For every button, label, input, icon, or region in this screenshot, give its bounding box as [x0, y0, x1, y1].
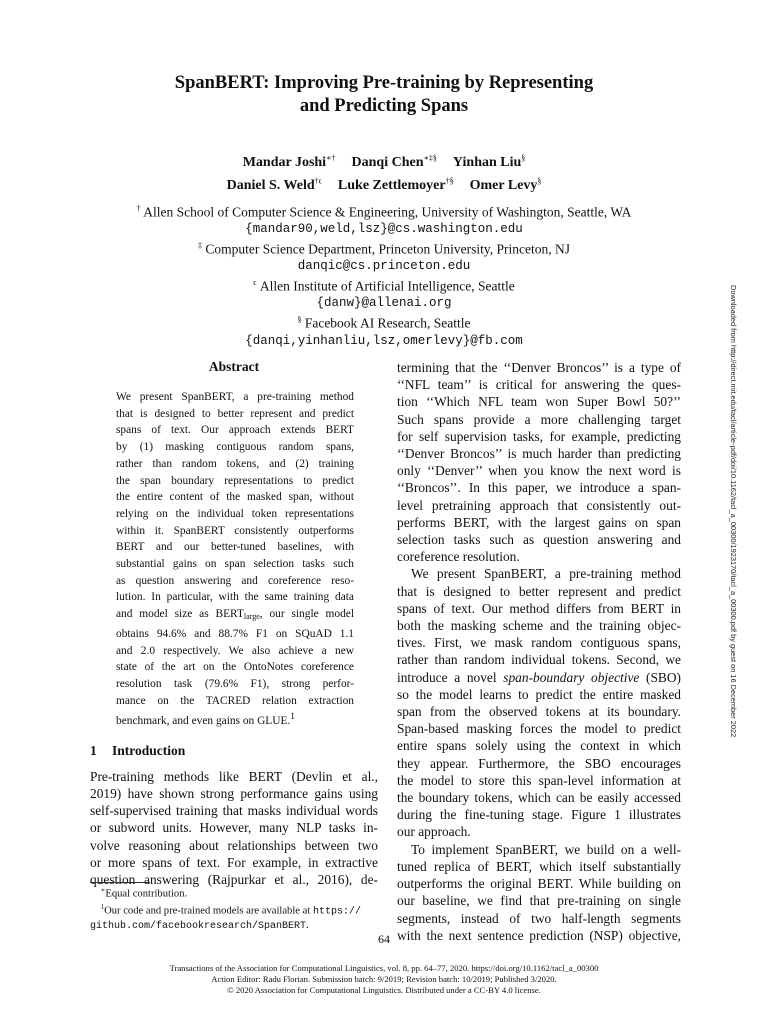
abstract-line-text: benchmark, and even gains on GLUE.	[116, 715, 291, 728]
affiliation-mark: ‡	[197, 241, 202, 251]
intro-line: question answering (Rajpurkar et al., 2016), de-	[90, 872, 378, 888]
affiliation-line	[100, 201, 668, 221]
abstract-line-text: by (1) masking contiguous random spans,	[116, 441, 354, 454]
author-marks: †ϵ	[314, 176, 322, 186]
span-boundary-objective-term: span-boundary objective	[503, 669, 640, 685]
section-title: Introduction	[112, 742, 186, 758]
body-line: the boundary tokens, which can be easily accessed	[397, 790, 681, 806]
affiliation-name: Allen School of Computer Science & Engineering, University of Washington, Seattle, WA	[140, 204, 632, 220]
body-line: only ‘‘Denver’’ when you know the next word is	[397, 463, 681, 479]
body-line: rather than random individual tokens. Second, we	[397, 652, 681, 668]
introduction-text	[90, 768, 378, 888]
body-line: outperforms the original BERT. While building on	[397, 876, 681, 892]
title-line-2: and Predicting Spans	[299, 96, 469, 116]
body-line: level pretraining approach that consistently out-	[397, 497, 681, 513]
abstract-line	[116, 473, 354, 490]
author-name-text: Daniel S. Weld	[226, 178, 315, 194]
abstract-line	[116, 643, 354, 660]
abstract-line	[116, 693, 354, 710]
affiliations	[100, 201, 668, 349]
author-name-text: Omer Levy	[469, 178, 538, 194]
author-name-text: Yinhan Liu	[452, 154, 522, 170]
body-line: ‘‘NFL team’’ is critical for answering the ques-	[397, 377, 681, 393]
footnote-code-url-line: github.com/facebookresearch/SpanBERT.	[90, 920, 309, 933]
section-number: 1	[90, 742, 97, 758]
subscript-large: large	[243, 612, 260, 622]
author-name	[352, 155, 437, 170]
body-line: tuned replica of BERT, which itself substantially	[397, 858, 681, 874]
code-url-part2[interactable]: github.com/facebookresearch/SpanBERT	[90, 921, 307, 933]
affiliation-email[interactable]: {danw}@allenai.org	[316, 296, 452, 311]
footnote-equal-contribution: ∗Equal contribution.	[100, 886, 188, 900]
abstract-line-text: and 2.0 respectively. We also achieve a new	[116, 644, 354, 657]
body-line-text: (SBO)	[639, 669, 681, 685]
abstract-line	[116, 589, 354, 606]
author-name-text: Mandar Joshi	[242, 154, 327, 170]
author-name	[338, 178, 454, 193]
download-watermark-text: Downloaded from http://direct.mit.edu/tacl/article-pdf/doi/10.1162/tacl_a_00300/1923170/tacl_a_00300.pdf by guest on 16 December 2022	[729, 285, 738, 738]
body-line: our baseline, we find that pre-training on single	[397, 893, 681, 909]
body-line: To implement SpanBERT, we build on a well-	[411, 841, 681, 857]
body-line: for self supervision tasks, for example, predicting	[397, 428, 681, 444]
abstract-line-text: lution. In particular, with the same training data	[116, 591, 354, 604]
abstract-line	[116, 659, 354, 676]
body-line: Such spans provide a more challenging target	[397, 411, 681, 427]
abstract-heading: Abstract	[208, 359, 260, 374]
body-line: so the model learns to predict the entire masked	[397, 686, 681, 702]
author-name	[243, 155, 336, 170]
affiliation-line	[100, 238, 668, 258]
abstract-line-text: substantial gains on span selection tasks such	[116, 558, 354, 571]
body-line: coreference resolution.	[397, 549, 520, 565]
body-line: segments, instead of two half-length segments	[397, 910, 681, 926]
affiliation-mark: †	[136, 204, 141, 213]
footnote-code-availability: $^1$Our code and pre-trained models are available at https://	[100, 903, 361, 918]
author-name-text: Luke Zettlemoyer	[337, 178, 446, 194]
section-heading-introduction	[90, 742, 378, 760]
abstract-line-text: We present SpanBERT, a pre-training method	[116, 391, 354, 403]
body-line: selection tasks such as question answering and	[397, 532, 681, 548]
abstract-line	[116, 709, 354, 730]
abstract-line	[116, 606, 354, 626]
left-column	[90, 358, 378, 888]
author-name-text: Danqi Chen	[351, 154, 424, 170]
abstract-line	[116, 626, 354, 643]
author-name	[453, 155, 525, 170]
author-name	[227, 178, 322, 193]
abstract-line-text: state of the art on the OntoNotes coreference	[116, 661, 354, 674]
body-line: ‘‘Denver Broncos’’ is much harder than predicting	[397, 446, 681, 462]
code-url-part1[interactable]: https://	[312, 906, 361, 918]
affiliation-email[interactable]: danqic@cs.princeton.edu	[297, 259, 471, 274]
abstract-text	[116, 389, 354, 730]
abstract-line	[116, 676, 354, 693]
footnote-ref: 1	[290, 712, 296, 723]
body-line: the model to store this span-level information at	[397, 772, 681, 788]
abstract-line-text: resolution task (79.6% F1), strong perfor-	[116, 677, 354, 690]
paper-title	[120, 72, 648, 118]
affiliation-name: Allen Institute of Artificial Intelligence, Seattle	[256, 278, 515, 294]
author-marks: ∗†	[326, 153, 336, 162]
abstract-line-text: rather than random tokens, and (2) training	[116, 457, 354, 470]
affiliation-line	[100, 275, 668, 295]
intro-line: 2019) have shown strong performance gains using	[90, 786, 378, 802]
abstract-line	[116, 506, 354, 523]
affiliation-mark: ϵ	[253, 278, 257, 288]
title-line-1: SpanBERT: Improving Pre-training by Representing	[174, 73, 594, 93]
affiliation-email[interactable]: {mandar90,weld,lsz}@cs.washington.edu	[245, 222, 523, 237]
body-line: ‘‘Broncos’’. In this paper, we introduce a span-	[397, 480, 681, 496]
abstract-line-text: within it. SpanBERT consistently outperforms	[116, 524, 354, 537]
footer-editor: Action Editor: Radu Florian. Submission batch: 9/2019; Revision batch: 10/2019; Published 3/2020.	[211, 974, 557, 984]
author-marks: †§	[445, 176, 454, 186]
intro-line: or more spans of text. For example, in extractive	[90, 854, 378, 870]
affiliation-email[interactable]: {danqi,yinhanliu,lsz,omerlevy}@fb.com	[245, 333, 523, 348]
abstract-line	[116, 389, 354, 406]
abstract-line	[116, 422, 354, 439]
body-line: tives. First, we mask random contiguous spans,	[397, 635, 681, 651]
abstract-line-text: that is designed to better represent and predict	[116, 407, 354, 420]
abstract-line-text: spans of text. Our approach extends BERT	[116, 424, 354, 437]
intro-line: self-supervised training that masks individual words	[90, 803, 378, 819]
body-line: they appear. Furthermore, the SBO encourages	[397, 755, 681, 771]
footer-license: © 2020 Association for Computational Linguistics. Distributed under a CC-BY 4.0 license.	[227, 985, 541, 995]
body-line: termining that the ‘‘Denver Broncos’’ is a type of	[397, 360, 681, 375]
author-name	[470, 178, 542, 193]
affiliation-name: Computer Science Department, Princeton University, Princeton, NJ	[201, 241, 571, 257]
body-line: that is designed to better represent and predict	[397, 583, 681, 599]
body-line: entire spans solely using the context in which	[397, 738, 681, 754]
intro-line: or subword units. However, many NLP tasks in-	[90, 820, 378, 836]
body-line: our approach.	[397, 824, 471, 840]
body-line: with the next sentence prediction (NSP) objective,	[397, 927, 681, 943]
footer-citation: Transactions of the Association for Computational Linguistics, vol. 8, pp. 64–77, 2020. https://doi.org/10.1162/tacl_a_00300	[169, 963, 599, 973]
page-number: 64	[378, 932, 390, 946]
abstract-line-text: the span boundary representations to predict	[116, 474, 354, 487]
body-line: tion ‘‘Which NFL team won Super Bowl 50?’’	[397, 394, 681, 410]
author-marks: ∗‡§	[423, 153, 437, 162]
intro-line: volve reasoning about relationships between two	[90, 837, 378, 853]
abstract-line-text: mance on the TACRED relation extraction	[116, 694, 354, 707]
abstract-line	[116, 439, 354, 456]
affiliation-line	[100, 312, 668, 332]
affiliation-name: Facebook AI Research, Seattle	[301, 315, 471, 331]
body-line: during the fine-tuning stage. Figure 1 illustrates	[397, 807, 681, 823]
abstract-line-tail: , our single model	[259, 608, 354, 621]
author-row-2	[100, 172, 668, 196]
abstract-line	[116, 523, 354, 540]
body-line-text: introduce a novel	[397, 669, 504, 685]
body-line: We present SpanBERT, a pre-training method	[411, 566, 681, 582]
body-line: spans of text. Our method differs from BERT in	[397, 600, 681, 616]
body-line: performs BERT, with the largest gains on span	[397, 514, 681, 530]
abstract-line	[116, 406, 354, 423]
abstract-line-text: as question answering and coreference reso-	[116, 574, 354, 587]
intro-line: Pre-training methods like BERT (Devlin et al.,	[90, 768, 378, 784]
abstract-line-text: BERT and our better-tuned baselines, with	[116, 541, 354, 554]
abstract-line	[116, 489, 354, 506]
author-list	[100, 148, 668, 195]
abstract-line	[116, 556, 354, 573]
abstract-line	[116, 456, 354, 473]
body-line: Span-based masking forces the model to predict	[397, 721, 681, 737]
abstract-line	[116, 573, 354, 590]
author-row-1	[100, 148, 668, 172]
right-column	[397, 359, 681, 944]
abstract-line-text: obtains 94.6% and 88.7% F1 on SQuAD 1.1	[116, 627, 354, 640]
footnote-rule	[90, 882, 150, 883]
publication-footer	[0, 963, 768, 996]
abstract-line	[116, 539, 354, 556]
footnotes	[90, 884, 390, 934]
affiliation-mark: §	[297, 315, 302, 325]
author-marks: §	[521, 153, 526, 162]
abstract-line-text: relying on the individual token representations	[116, 507, 354, 520]
body-line: span from the observed tokens at its boundary.	[397, 704, 681, 720]
body-line	[397, 669, 681, 686]
abstract-line-text: and model size as BERT	[116, 608, 244, 621]
author-marks: §	[537, 176, 542, 186]
body-line: both the masking scheme and the training objec-	[397, 618, 681, 634]
abstract-line-text: the entire content of the masked span, without	[116, 491, 354, 504]
